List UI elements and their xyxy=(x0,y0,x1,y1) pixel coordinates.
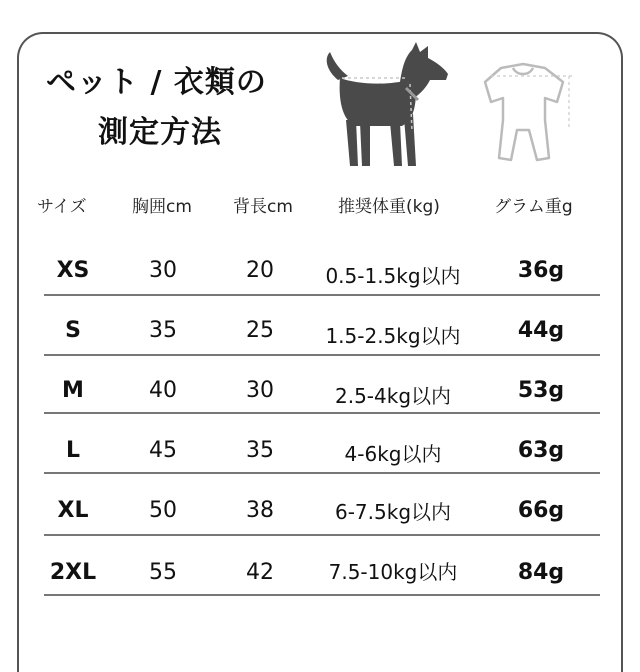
dog-illustration-icon xyxy=(316,40,454,172)
weight-cell: 0.5-1.5kg以内 xyxy=(325,264,461,288)
header-weight: 推奨体重(kg) xyxy=(338,197,440,217)
back-length-cell: 38 xyxy=(246,498,274,523)
header-grams: グラム重g xyxy=(494,197,573,217)
row-divider xyxy=(44,294,600,296)
chest-cell: 45 xyxy=(149,438,177,463)
row-divider xyxy=(44,594,600,596)
header-chest: 胸囲cm xyxy=(132,197,192,217)
header-back-length: 背長cm xyxy=(233,197,293,217)
weight-cell: 1.5-2.5kg以内 xyxy=(325,324,461,348)
size-cell: S xyxy=(65,318,81,343)
grams-cell: 84g xyxy=(517,560,565,585)
row-divider xyxy=(44,472,600,474)
grams-cell: 63g xyxy=(517,438,565,463)
row-divider xyxy=(44,412,600,414)
back-length-cell: 25 xyxy=(246,318,274,343)
row-divider xyxy=(44,534,600,536)
back-length-cell: 42 xyxy=(246,560,274,585)
grams-cell: 44g xyxy=(517,318,565,343)
back-length-cell: 20 xyxy=(246,258,274,283)
weight-cell: 2.5-4kg以内 xyxy=(334,384,452,408)
title-line-1: ペット / 衣類の xyxy=(46,65,267,100)
back-length-cell: 30 xyxy=(246,378,274,403)
size-cell: XL xyxy=(57,498,89,523)
size-cell: 2XL xyxy=(49,560,97,585)
chest-cell: 40 xyxy=(149,378,177,403)
chest-cell: 30 xyxy=(149,258,177,283)
pet-outfit-icon xyxy=(465,58,583,170)
chest-cell: 35 xyxy=(149,318,177,343)
size-cell: L xyxy=(65,438,81,463)
weight-cell: 7.5-10kg以内 xyxy=(328,560,458,584)
chest-cell: 50 xyxy=(149,498,177,523)
grams-cell: 66g xyxy=(517,498,565,523)
row-divider xyxy=(44,354,600,356)
page-title xyxy=(46,58,267,158)
grams-cell: 53g xyxy=(517,378,565,403)
grams-cell: 36g xyxy=(517,258,565,283)
size-cell: M xyxy=(62,378,84,403)
chest-cell: 55 xyxy=(149,560,177,585)
title-line-2: 測定方法 xyxy=(98,115,222,150)
header-size: サイズ xyxy=(37,197,87,217)
weight-cell: 4-6kg以内 xyxy=(344,442,442,466)
back-length-cell: 35 xyxy=(246,438,274,463)
weight-cell: 6-7.5kg以内 xyxy=(334,500,452,524)
size-cell: XS xyxy=(56,258,90,283)
